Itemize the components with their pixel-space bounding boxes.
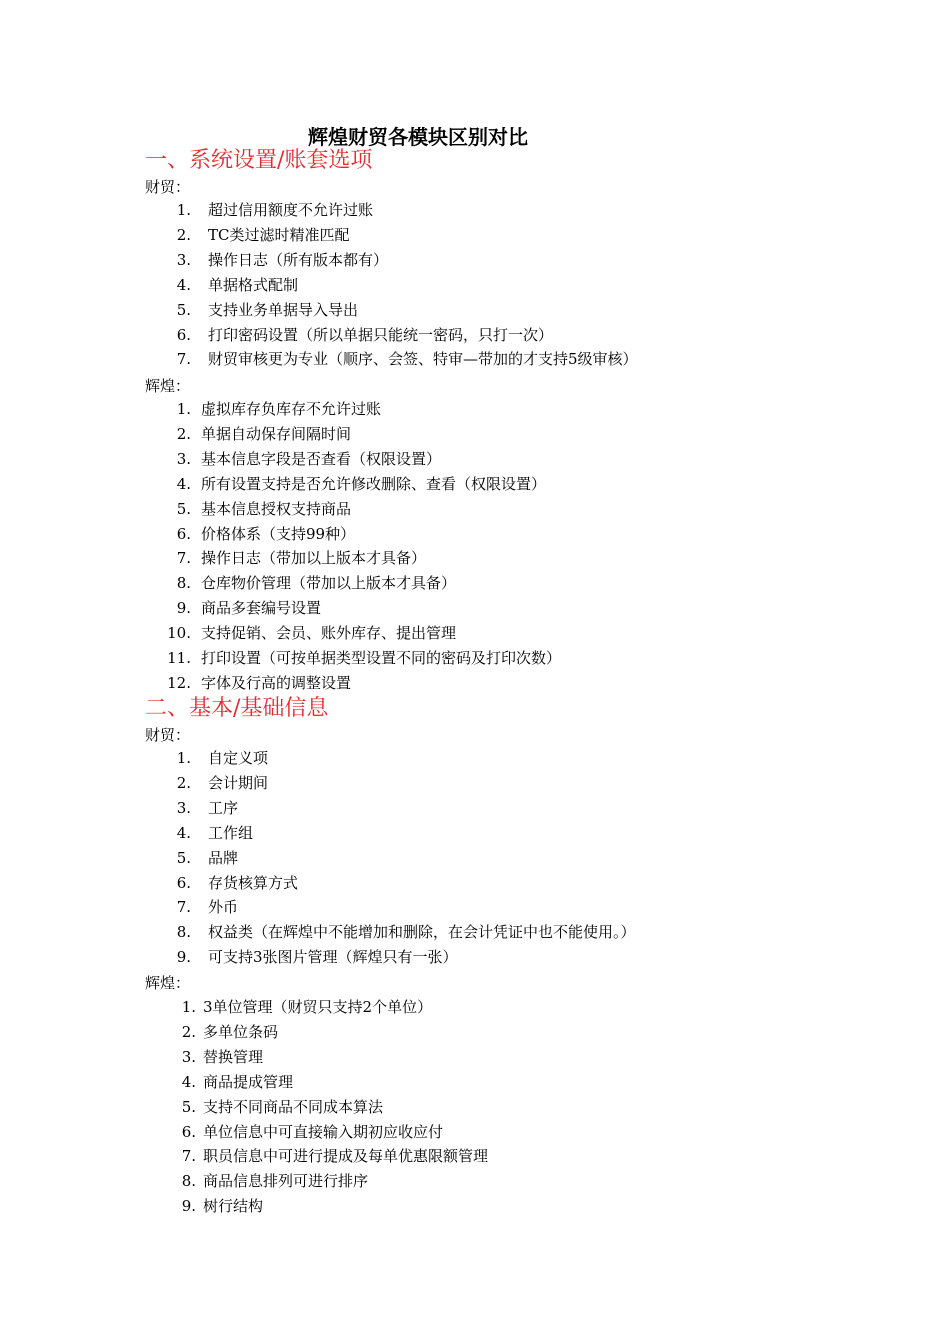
list-item: 9. 商品多套编号设置 xyxy=(176,599,322,618)
list-item: 1. 虚拟库存负库存不允许过账 xyxy=(176,400,382,418)
list-item: 4. 单据格式配制 xyxy=(176,275,299,294)
list-item: 3. 操作日志（所有版本都有） xyxy=(176,250,389,269)
list-item: 10. 支持促销、会员、账外库存、提出管理 xyxy=(167,624,457,643)
list-caimao-basic-info xyxy=(145,746,636,970)
group-label-caimao: 财贸： xyxy=(145,726,191,744)
group-label-caimao: 财贸： xyxy=(145,178,191,196)
list-item: 5. 支持业务单据导入导出 xyxy=(176,300,359,319)
list-item: 5. 基本信息授权支持商品 xyxy=(176,499,352,518)
list-item: 2. TC类过滤时精准匹配 xyxy=(176,225,350,244)
list-item: 3. 基本信息字段是否查看（权限设置） xyxy=(176,449,442,468)
list-item: 4. 工作组 xyxy=(176,823,254,842)
list-item: 3. 工序 xyxy=(176,798,239,817)
list-item: 4. 商品提成管理 xyxy=(181,1072,294,1091)
list-item: 5. 品牌 xyxy=(176,848,239,867)
list-caimao-settings xyxy=(145,198,638,372)
list-item: 4. 所有设置支持是否允许修改删除、查看（权限设置） xyxy=(176,474,547,493)
list-item: 6. 存货核算方式 xyxy=(176,873,299,892)
group-label-huihuang: 辉煌： xyxy=(145,974,191,992)
section-heading-system-settings: 一、系统设置/账套选项 xyxy=(145,148,373,173)
list-item: 8. 仓库物价管理（带加以上版本才具备） xyxy=(176,574,457,593)
list-item: 11. 打印设置（可按单据类型设置不同的密码及打印次数） xyxy=(167,649,562,668)
list-huihuang-settings xyxy=(145,397,561,696)
list-item: 6. 单位信息中可直接输入期初应收应付 xyxy=(181,1122,444,1141)
list-item: 6. 价格体系（支持99种） xyxy=(176,524,356,543)
list-item: 2. 会计期间 xyxy=(176,773,269,792)
list-item: 9. 可支持3张图片管理（辉煌只有一张） xyxy=(176,948,458,967)
group-label-huihuang: 辉煌： xyxy=(145,377,191,395)
list-item: 7. 操作日志（带加以上版本才具备） xyxy=(176,549,427,568)
list-item: 7. 职员信息中可进行提成及每单优惠限额管理 xyxy=(181,1147,489,1166)
list-item: 6. 打印密码设置（所以单据只能统一密码，只打一次） xyxy=(176,325,554,344)
list-item: 8. 权益类（在辉煌中不能增加和删除，在会计凭证中也不能使用。） xyxy=(176,923,636,942)
list-item: 2. 多单位条码 xyxy=(181,1022,279,1041)
document-title: 辉煌财贸各模块区别对比 xyxy=(308,125,528,149)
list-item: 3. 替换管理 xyxy=(181,1047,264,1066)
section-heading-basic-info: 二、基本/基础信息 xyxy=(145,696,329,721)
list-item: 1. 超过信用额度不允许过账 xyxy=(176,201,374,219)
list-item: 1. 自定义项 xyxy=(176,749,269,767)
list-item: 12. 字体及行高的调整设置 xyxy=(167,673,352,692)
list-item: 9. 树行结构 xyxy=(181,1197,264,1216)
list-huihuang-basic-info xyxy=(145,995,488,1219)
list-item: 8. 商品信息排列可进行排序 xyxy=(181,1172,369,1191)
list-item: 2. 单据自动保存间隔时间 xyxy=(176,424,352,443)
list-item: 1. 3单位管理（财贸只支持2个单位） xyxy=(181,998,433,1016)
list-item: 7. 外币 xyxy=(176,898,239,917)
list-item: 7. 财贸审核更为专业（顺序、会签、特审—带加的才支持5级审核） xyxy=(176,350,638,369)
list-item: 5. 支持不同商品不同成本算法 xyxy=(181,1097,384,1116)
